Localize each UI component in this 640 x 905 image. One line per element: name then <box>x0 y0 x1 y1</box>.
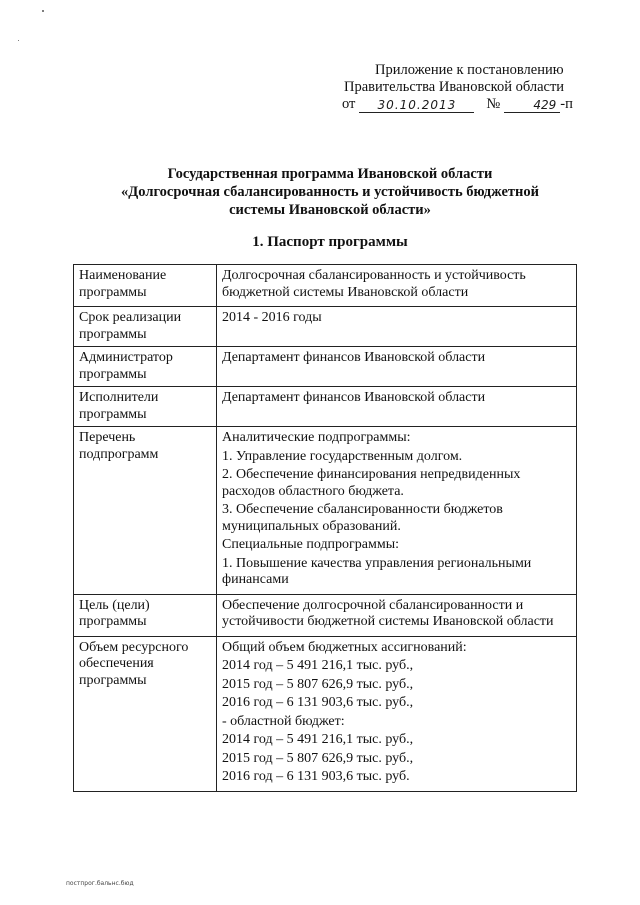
passport-row-label: Администратор программы <box>74 347 217 387</box>
appendix-header <box>342 62 587 113</box>
decree-date: 30.10.2013 <box>359 98 474 113</box>
section-title: 1. Паспорт программы <box>252 234 408 250</box>
passport-row-label: Наименование программы <box>74 265 217 307</box>
passport-row <box>74 594 577 636</box>
program-title-line-3: системы Ивановской области» <box>229 202 431 218</box>
passport-row-value <box>217 387 577 427</box>
passport-row-value <box>217 594 577 636</box>
passport-value-line: - областной бюджет: <box>222 713 345 729</box>
passport-value-line: 1. Повышение качества управления региональными финансами <box>222 555 532 587</box>
passport-value-line: Специальные подпрограммы: <box>222 537 400 552</box>
program-title-line-1: Государственная программа Ивановской области <box>167 166 493 182</box>
file-reference: постпрог.бальнс.бюд <box>66 880 134 887</box>
passport-row-value <box>217 265 577 307</box>
appendix-line-1: Приложение к постановлению <box>375 62 564 78</box>
appendix-line-2: Правительства Ивановской области <box>344 79 565 95</box>
passport-value-line: Общий объем бюджетных ассигнований: <box>222 639 467 655</box>
passport-table <box>73 264 577 792</box>
passport-row-label: Исполнители программы <box>74 387 217 427</box>
scan-dot <box>18 40 19 41</box>
passport-row-label: Срок реализации программы <box>74 307 217 347</box>
passport-value-line: 1. Управление государственным долгом. <box>222 448 463 464</box>
passport-value-line: 2015 год – 5 807 626,9 тыс. руб., <box>222 676 414 692</box>
passport-row <box>74 427 577 595</box>
program-title <box>80 165 580 219</box>
passport-row-value <box>217 636 577 791</box>
passport-row-value <box>217 427 577 595</box>
passport-row-label: Цель (цели) программы <box>74 594 217 636</box>
number-label: № <box>486 96 501 112</box>
passport-value-line: Долгосрочная сбалансированность и устойчивость бюджетной системы Ивановской области <box>222 268 526 300</box>
program-title-line-2: «Долгосрочная сбалансированность и устойчивость бюджетной <box>121 184 539 200</box>
scan-dot <box>42 10 44 12</box>
passport-row <box>74 347 577 387</box>
passport-value-line: 2014 год – 5 491 216,1 тыс. руб., <box>222 732 414 747</box>
decree-number: 429 <box>504 98 560 113</box>
appendix-line-3 <box>342 96 587 113</box>
passport-value-line: 2014 год – 5 491 216,1 тыс. руб., <box>222 658 414 673</box>
passport-row-value <box>217 347 577 387</box>
passport-value-line: 2. Обеспечение финансирования непредвиденных расходов областного бюджета. <box>222 467 521 499</box>
passport-value-line: Обеспечение долгосрочной сбалансированности и устойчивости бюджетной системы Ивановской области <box>222 597 554 629</box>
passport-row <box>74 636 577 791</box>
passport-value-line: Департамент финансов Ивановской области <box>222 390 486 405</box>
passport-row-value <box>217 307 577 347</box>
passport-value-line: 3. Обеспечение сбалансированности бюджетов муниципальных образований. <box>222 502 503 534</box>
passport-row <box>74 265 577 307</box>
passport-value-line: 2015 год – 5 807 626,9 тыс. руб., <box>222 750 414 766</box>
passport-row <box>74 307 577 347</box>
passport-row-label: Объем ресурсного обеспечения программы <box>74 636 217 791</box>
number-suffix: -п <box>560 96 573 112</box>
passport-value-line: 2016 год – 6 131 903,6 тыс. руб. <box>222 769 410 784</box>
passport-value-line: Департамент финансов Ивановской области <box>222 350 486 365</box>
from-label: от <box>342 96 356 112</box>
passport-row-label: Перечень подпрограмм <box>74 427 217 595</box>
passport-value-line: 2016 год – 6 131 903,6 тыс. руб., <box>222 695 414 710</box>
passport-value-line: Аналитические подпрограммы: <box>222 430 411 445</box>
passport-row <box>74 387 577 427</box>
passport-value-line: 2014 - 2016 годы <box>222 310 322 325</box>
